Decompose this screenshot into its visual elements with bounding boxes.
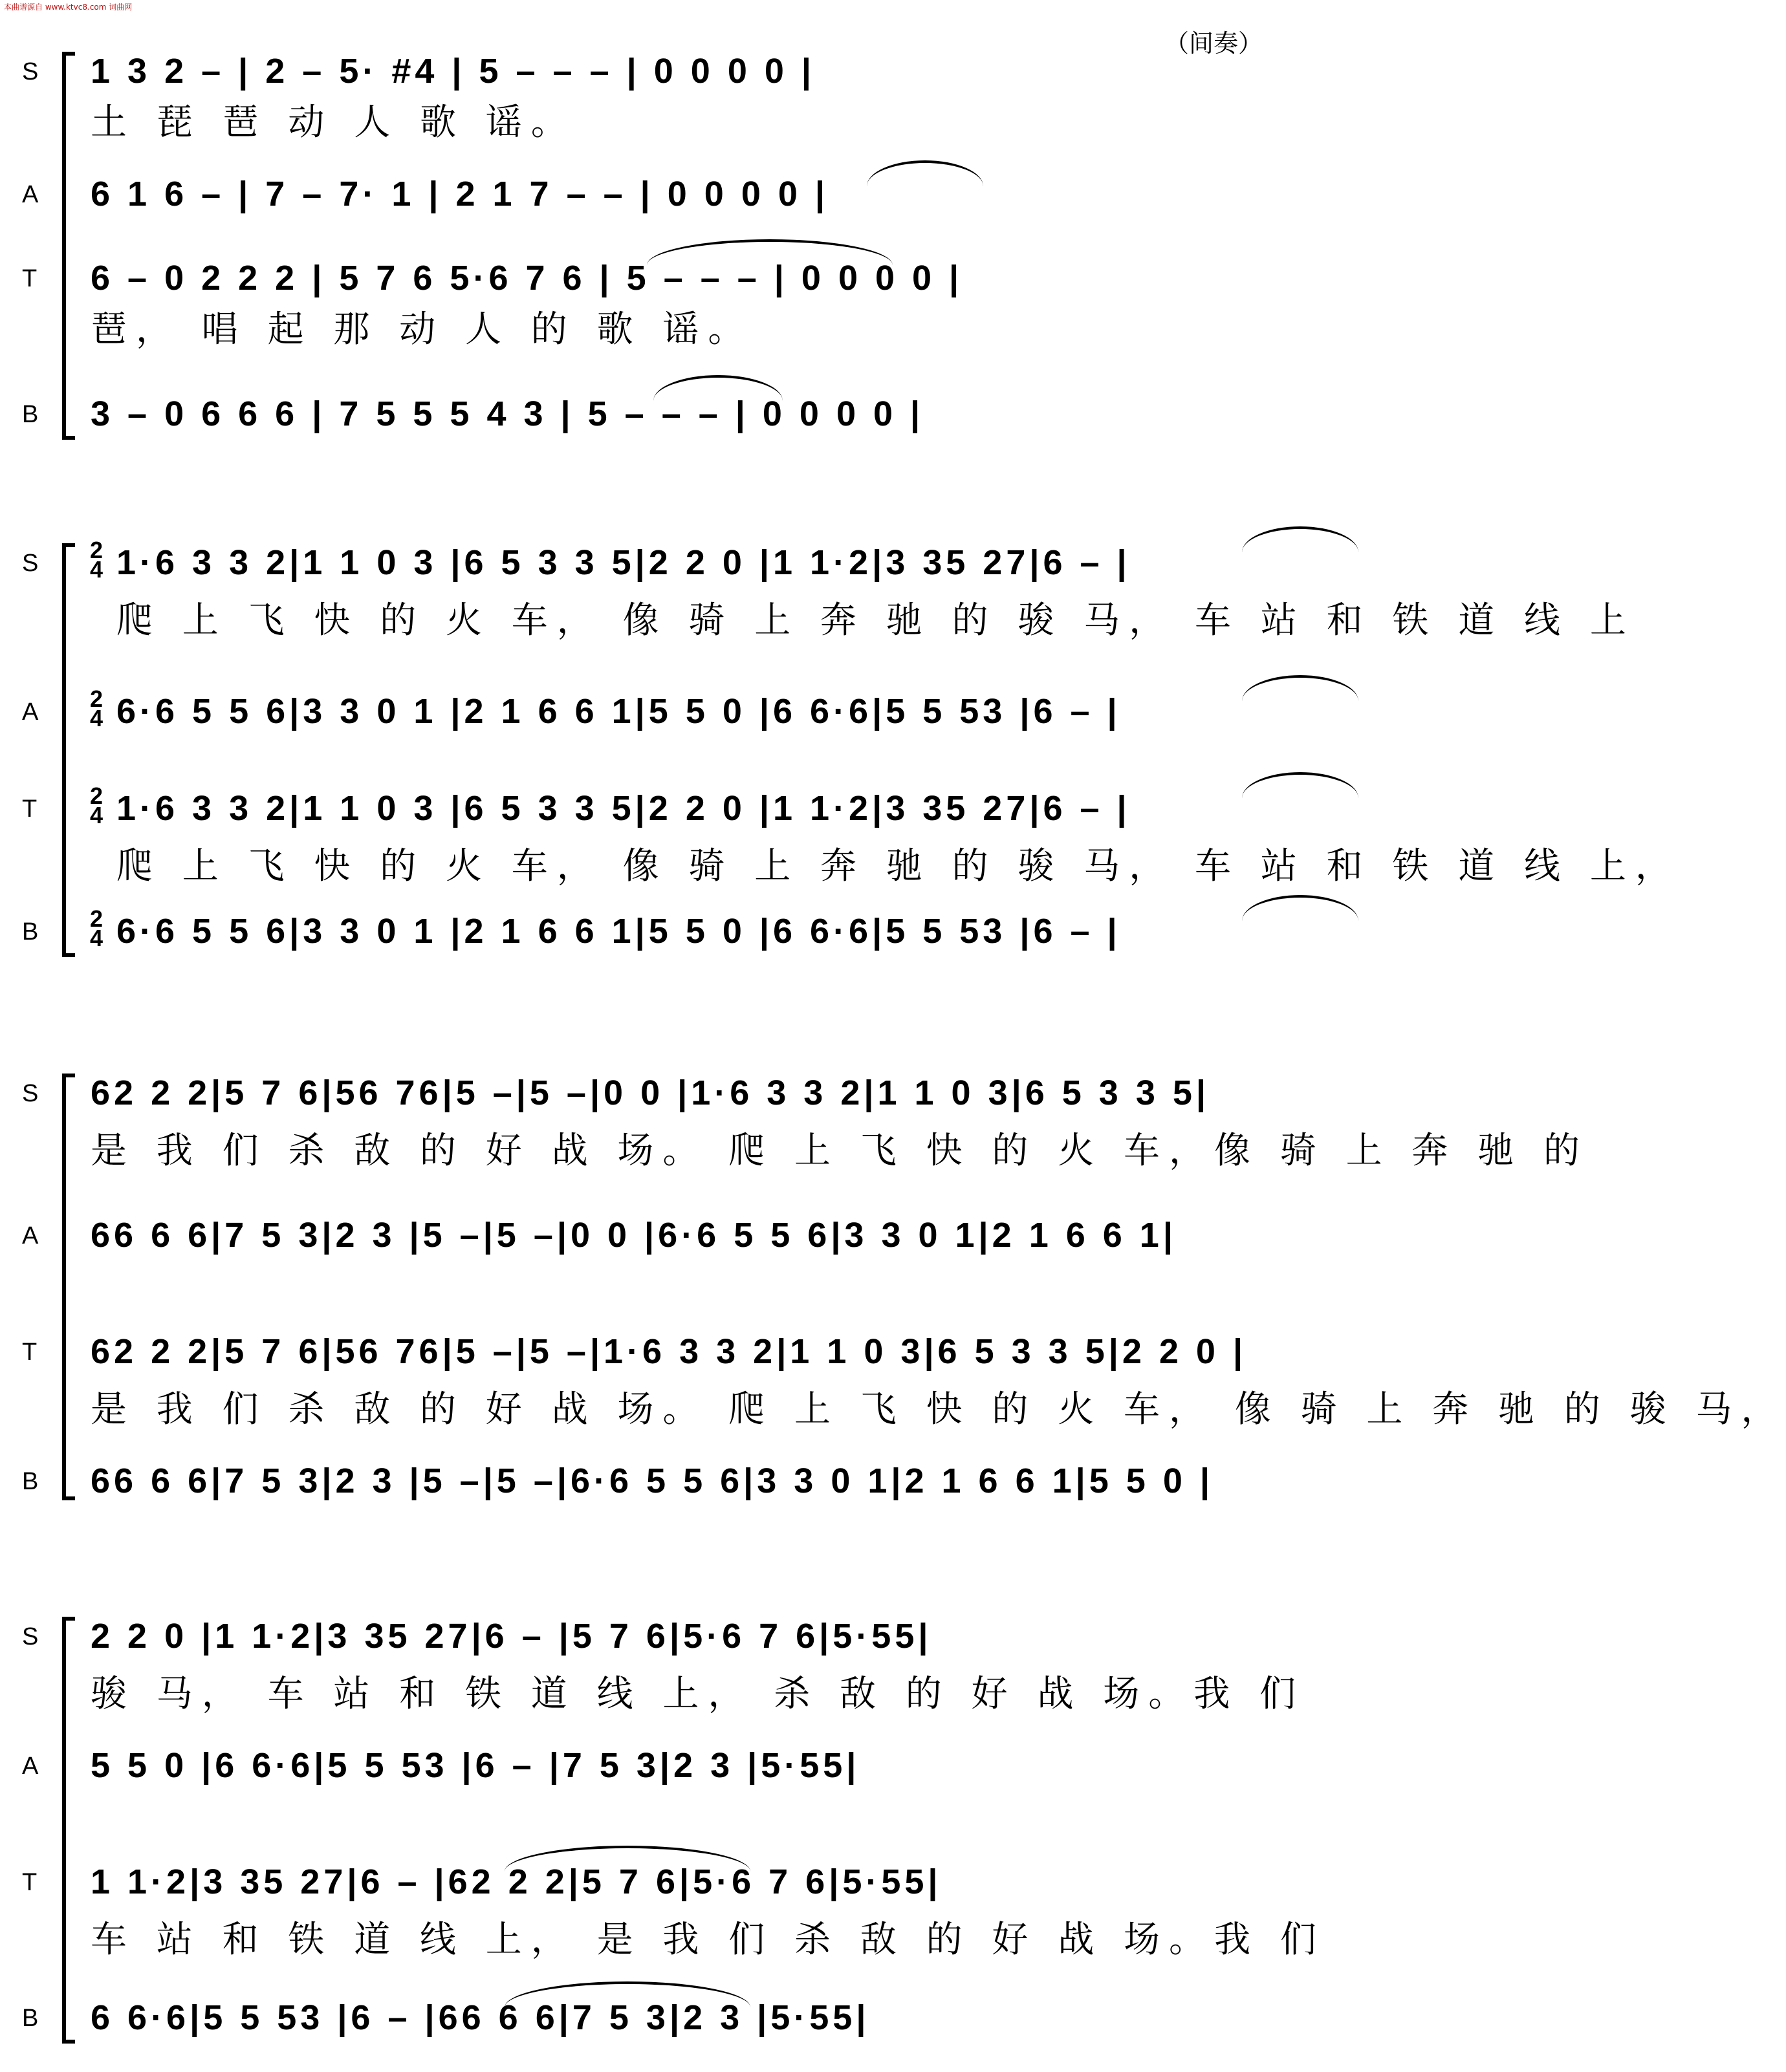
- staff-tenor: [89, 782, 1681, 892]
- system-brace: [62, 1617, 75, 2044]
- lyrics-soprano: 爬 上 飞 快 的 火 车， 像 骑 上 奔 驰 的 骏 马， 车 站 和 铁 道 线 上: [116, 599, 1635, 642]
- lyrics-soprano: 是 我 们 杀 敌 的 好 战 场。 爬 上 飞 快 的 火 车，像 骑 上 奔 驰 的: [91, 1130, 1589, 1172]
- system-brace: [62, 543, 75, 957]
- staff-alto: [91, 1216, 1358, 1268]
- staff-bass: [91, 394, 1358, 446]
- lyrics-tenor: 爬 上 飞 快 的 火 车， 像 骑 上 奔 驰 的 骏 马， 车 站 和 铁 道 线 上，: [116, 845, 1681, 887]
- slur: [1242, 526, 1358, 552]
- system-4: [0, 1604, 1382, 2056]
- time-signature: 2 4: [89, 782, 103, 828]
- voice-label-t: T: [22, 1339, 38, 1366]
- voice-label-a: A: [22, 1222, 39, 1249]
- voice-label-t: T: [22, 265, 38, 292]
- lyrics-soprano: 骏 马， 车 站 和 铁 道 线 上， 杀 敌 的 好 战 场。我 们: [91, 1673, 1305, 1715]
- notes-bass: 3 – 0 6 6 6 | 7 5 5 5 4 3 | 5 – – – | 0 0 0 0 |: [91, 394, 924, 433]
- system-brace: [62, 52, 75, 440]
- notes-tenor: 6 – 0 2 2 2 | 5 7 6 5·6 7 6 | 5 – – – | 0 0 0 0 |: [91, 259, 963, 297]
- notes-soprano: 2 2 0 |1 1·2|3 35 27|6 – |5 7 6|5·6 7 6|5·55|: [91, 1617, 932, 1656]
- staff-bass: [91, 1462, 1358, 1513]
- staff-soprano: [91, 52, 1358, 142]
- staff-alto: [91, 1746, 1358, 1798]
- staff-bass: [89, 905, 1358, 964]
- slur: [867, 160, 983, 186]
- lyrics-tenor: 琶， 唱 起 那 动 人 的 歌 谣。: [91, 308, 754, 351]
- notes-bass: 66 6 6|7 5 3|2 3 |5 –|5 –|6·6 5 5 6|3 3 0 1|2 1 6 6 1|5 5 0 |: [91, 1462, 1214, 1500]
- notes-tenor: 1 1·2|3 35 27|6 – |62 2 2|5 7 6|5·6 7 6|5·55|: [91, 1862, 942, 1901]
- voice-label-b: B: [22, 2005, 39, 2032]
- voice-label-a: A: [22, 698, 39, 726]
- voice-label-t: T: [22, 795, 38, 823]
- notes-soprano: 1 3 2 – | 2 – 5· #4 | 5 – – – | 0 0 0 0 |: [91, 52, 816, 91]
- slur: [1242, 675, 1358, 701]
- system-brace: [62, 1074, 75, 1500]
- voice-label-s: S: [22, 1080, 39, 1107]
- time-signature: 2 4: [89, 905, 103, 951]
- interlude-annotation: （间奏）: [1164, 29, 1263, 58]
- voice-label-s: S: [22, 1623, 39, 1650]
- site-watermark: 本曲谱源自 www.ktvc8.com 词曲网: [4, 3, 133, 12]
- notes-alto: 66 6 6|7 5 3|2 3 |5 –|5 –|0 0 |6·6 5 5 6|3 3 0 1|2 1 6 6 1|: [91, 1216, 1177, 1255]
- staff-tenor: [91, 1862, 1358, 1966]
- system-1: [0, 39, 1382, 453]
- notes-soprano: 1·6 3 3 2|1 1 0 3 |6 5 3 3 5|2 2 0 |1 1·2|3 35 27|6 – |: [116, 543, 1131, 582]
- system-2: [0, 530, 1681, 970]
- lyrics-tenor: 车 站 和 铁 道 线 上， 是 我 们 杀 敌 的 好 战 场。我 们: [91, 1919, 1325, 1961]
- notes-tenor: 62 2 2|5 7 6|56 76|5 –|5 –|1·6 3 3 2|1 1 0 3|6 5 3 3 5|2 2 0 |: [91, 1332, 1247, 1371]
- voice-label-b: B: [22, 401, 39, 428]
- voice-label-t: T: [22, 1869, 38, 1896]
- notes-alto: 5 5 0 |6 6·6|5 5 53 |6 – |7 5 3|2 3 |5·55|: [91, 1746, 860, 1785]
- staff-soprano: [89, 537, 1635, 647]
- staff-tenor: [91, 1332, 1786, 1436]
- time-signature: 2 4: [89, 685, 103, 731]
- voice-label-a: A: [22, 1753, 39, 1780]
- voice-label-b: B: [22, 1468, 39, 1495]
- notes-bass: 6 6·6|5 5 53 |6 – |66 6 6|7 5 3|2 3 |5·55|: [91, 1998, 870, 2037]
- slur: [1242, 772, 1358, 798]
- staff-soprano: [91, 1617, 1358, 1720]
- notes-alto: 6 1 6 – | 7 – 7· 1 | 2 1 7 – – | 0 0 0 0 |: [91, 175, 829, 213]
- slur: [1242, 895, 1358, 921]
- notes-alto: 6·6 5 5 6|3 3 0 1 |2 1 6 6 1|5 5 0 |6 6·6|5 5 53 |6 – |: [116, 692, 1121, 731]
- system-3: [0, 1061, 1786, 1513]
- notes-bass: 6·6 5 5 6|3 3 0 1 |2 1 6 6 1|5 5 0 |6 6·6|5 5 53 |6 – |: [116, 912, 1121, 951]
- voice-label-s: S: [22, 550, 39, 577]
- lyrics-soprano: 土 琵 琶 动 人 歌 谣。: [91, 102, 576, 144]
- notes-soprano: 62 2 2|5 7 6|56 76|5 –|5 –|0 0 |1·6 3 3 2|1 1 0 3|6 5 3 3 5|: [91, 1074, 1210, 1112]
- voice-label-b: B: [22, 918, 39, 945]
- lyrics-tenor: 是 我 们 杀 敌 的 好 战 场。 爬 上 飞 快 的 火 车， 像 骑 上 奔 驰 的 骏 马，: [91, 1388, 1786, 1430]
- voice-label-s: S: [22, 58, 39, 85]
- voice-label-a: A: [22, 181, 39, 208]
- staff-alto: [89, 685, 1358, 744]
- notes-tenor: 1·6 3 3 2|1 1 0 3 |6 5 3 3 5|2 2 0 |1 1·2|3 35 27|6 – |: [116, 789, 1131, 828]
- staff-tenor: [91, 259, 1358, 349]
- staff-alto: [91, 175, 1358, 226]
- staff-soprano: [91, 1074, 1589, 1177]
- time-signature: 2 4: [89, 537, 103, 583]
- staff-bass: [91, 1998, 1358, 2050]
